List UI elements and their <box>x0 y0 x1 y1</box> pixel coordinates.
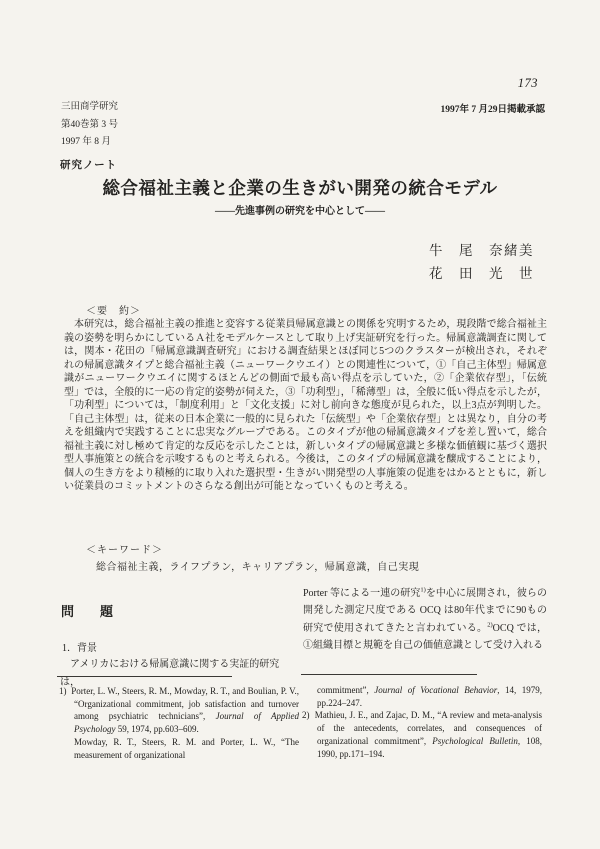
background-subsection-heading: 1．背景 <box>62 643 97 654</box>
paper-subtitle: ——先進事例の研究を中心として—— <box>215 206 385 217</box>
journal-info-block <box>61 99 118 152</box>
footnote-text: Mathieu, J. E., and Zajac, D. M., “A review and meta-analysis of the antecedents, correlates, and consequences of organizational commitment”, <box>314 710 543 746</box>
page-number: 173 <box>517 76 538 90</box>
footnotes-right-column <box>302 684 542 760</box>
journal-title-italic: Psychological Bulletin <box>432 735 518 746</box>
footnote-marker: 1) <box>59 686 67 696</box>
body-paragraph: アメリカにおける帰属意識に関する実証的研究は， <box>60 659 280 688</box>
footnote-2 <box>302 709 542 760</box>
author-name: 牛 尾 奈緒美 <box>429 243 534 258</box>
footnote-separator-rule <box>301 674 477 675</box>
author-name: 花 田 光 世 <box>429 266 534 281</box>
acceptance-note: 1997年 7 月29日掲載承認 <box>440 105 545 115</box>
footnote-separator-rule <box>57 676 232 677</box>
footnotes-left-column <box>59 685 299 761</box>
footnote-text: commitment”, <box>317 685 375 695</box>
footnote-text: Porter, L. W., Steers, R. M., Mowday, R. T., and Boulian, P. V., “Organizational commitment, job satisfaction and turnover among psychiatric technicians”, <box>71 686 299 722</box>
footnote-1 <box>59 685 299 736</box>
paper-title: 総合福祉主義と企業の生きがい開発の統合モデル <box>102 178 498 198</box>
footnote-text: , 108, 1990, pp.171–194. <box>317 735 542 759</box>
keywords-label: ＜キーワード＞ <box>86 545 163 556</box>
journal-name: 三田商学研究 <box>61 102 119 112</box>
body-paragraph <box>303 585 547 654</box>
body-text: Porter 等による一連の研究 <box>303 588 421 599</box>
footnote-reference: 1) <box>420 586 426 594</box>
problem-section-heading: 問 題 <box>61 604 114 619</box>
footnote-text: , 14, 1979, pp.224–247. <box>317 685 543 708</box>
footnote-reference: 2) <box>487 621 493 629</box>
journal-title-italic: Journal of Applied Psychology <box>74 711 299 735</box>
abstract-label: ＜要 約＞ <box>86 306 141 317</box>
footnote-text: 59, 1974, pp.603–609. <box>115 724 199 735</box>
footnote-1-second-paragraph: Mowday, R. T., Steers, R. M. and Porter, L. W., “The measurement of organizational <box>74 736 299 760</box>
abstract-body: 本研究は，総合福祉主義の推進と変容する従業員帰属意識との関係を究明するため，現段階で総合福祉主義の姿勢を明らかにしているＡ社をモデルケースとして取り上げ実証研究を行った。帰属意識調査に関しては，関本・花田の「帰属意識調査研究」における調査結果とほぼ同じ5つのクラスターが検出され，それぞれの帰属意識タイプと総合福祉主義（ニューワークウエイ）との関連性について，①「自己主体型」帰属意識がニューワークウエイに関するほとんどの側面で最も高い得点を示していた，②「企業依存型」，「伝統型」では，全般的に一応の肯定的姿勢が伺えた，③「功利型」，「稀薄型」は，全般に低い得点を示したが，「功利型」については，「制度利用」と「文化支援」に対し前向きな態度が見られた，以上3点が判明した。「自己主体型」は，従来の日本企業に一般的に見られた「伝統型」や「企業依存型」とは異なり，自分の考えを組織内で実践することに忠実なグループである。このタイプが他の帰属意識タイプを差し置いて，総合福祉主義に対し極めて肯定的な反応を示したことは，新しいタイプの帰属意識と多様な価値観に基づく選択型人事施策との統合を示唆するものと考えられる。今後は，このタイプの帰属意識を醸成することにより，個人の生き方をより積極的に取り入れた選択型・生きがい開発型の人事施策の促進をはかるとともに，新しい従業員のコミットメントのさらなる創出が可能となっていくものと考える。 <box>64 319 547 492</box>
volume-issue: 第40巻第 3 号 <box>61 119 119 130</box>
journal-title-italic: Journal of Vocational Behavior <box>374 685 498 695</box>
footnote-marker: 2) <box>302 710 310 721</box>
right-column-body <box>303 585 547 654</box>
keywords-list: 総合福祉主義，ライフプラン，キャリアプラン，帰属意識，自己実現 <box>96 562 420 573</box>
body-text: を中心に展開され，彼らの開発した測定尺度である OCQ は80年代までに90もの研究で使用されてきたと言われている。 <box>303 588 547 634</box>
footnote-1-continuation <box>302 684 542 709</box>
author-block <box>429 239 534 285</box>
article-type-label: 研究ノート <box>60 160 118 171</box>
body-text: OCQ では，①組織目標と規範を自己の価値意識として受け入れる <box>303 622 547 651</box>
issue-date: 1997 年 8 月 <box>61 137 111 147</box>
